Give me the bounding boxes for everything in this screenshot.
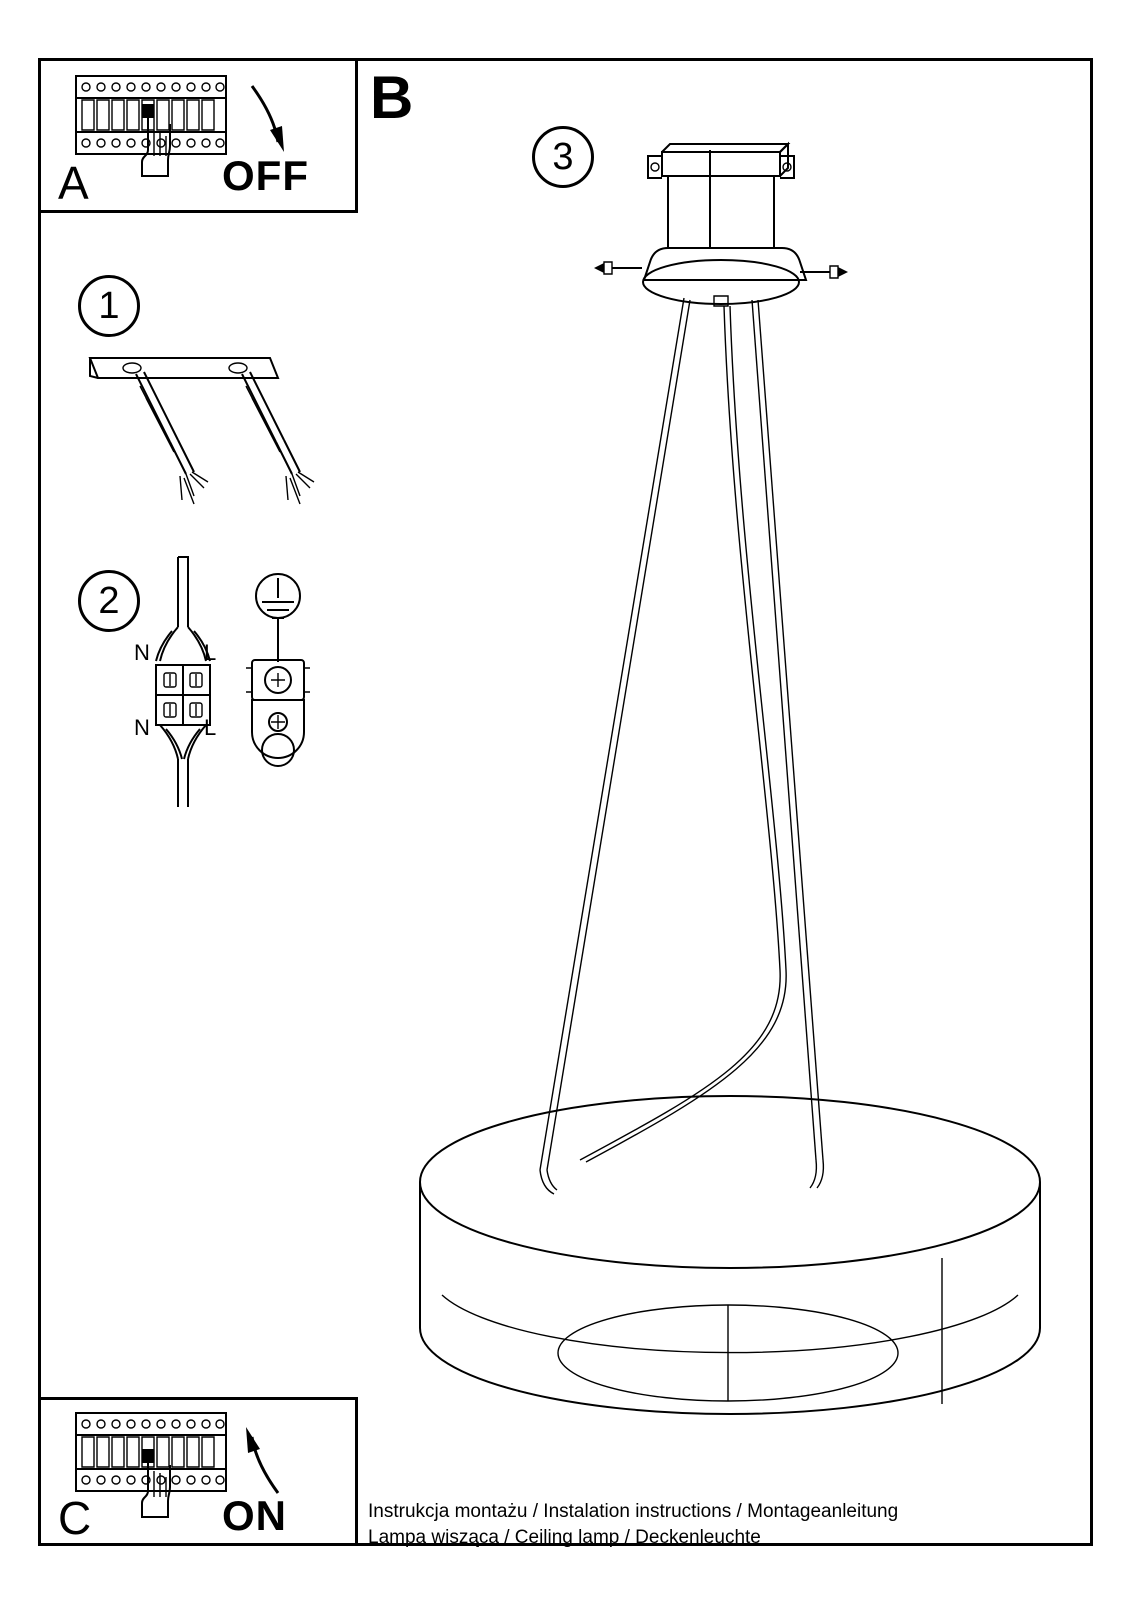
step-2-badge: 2 [78, 570, 140, 632]
panel-a-letter: A [58, 157, 89, 209]
terminal-label-l-bottom: L [204, 715, 217, 740]
panel-c-letter: C [58, 1492, 92, 1544]
panel-b-letter: B [370, 64, 414, 131]
earth-ground-icon [238, 572, 348, 782]
suspension-cables [540, 298, 823, 1194]
fuse-box-switch-on-icon [70, 1405, 300, 1520]
fuse-box-switch-off-icon [70, 68, 300, 178]
step-3-badge: 3 [532, 126, 594, 188]
drum-shade [420, 1096, 1040, 1414]
off-label: OFF [222, 152, 309, 199]
step-1-badge: 1 [78, 275, 140, 337]
on-label: ON [222, 1492, 287, 1539]
terminal-label-n-bottom: N [134, 715, 150, 740]
terminal-label-n-top: N [134, 640, 150, 665]
terminal-label-l-top: L [204, 640, 217, 665]
pendant-lamp-assembly-diagram [380, 130, 1080, 1460]
caption-line-2: Lampa wisząca / Ceiling lamp / Deckenleuchte [368, 1527, 761, 1548]
canopy-mount [594, 144, 848, 306]
caption-line-1: Instrukcja montażu / Instalation instructions / Montageanleitung [368, 1501, 899, 1522]
mounting-bar-with-wires [80, 350, 320, 540]
